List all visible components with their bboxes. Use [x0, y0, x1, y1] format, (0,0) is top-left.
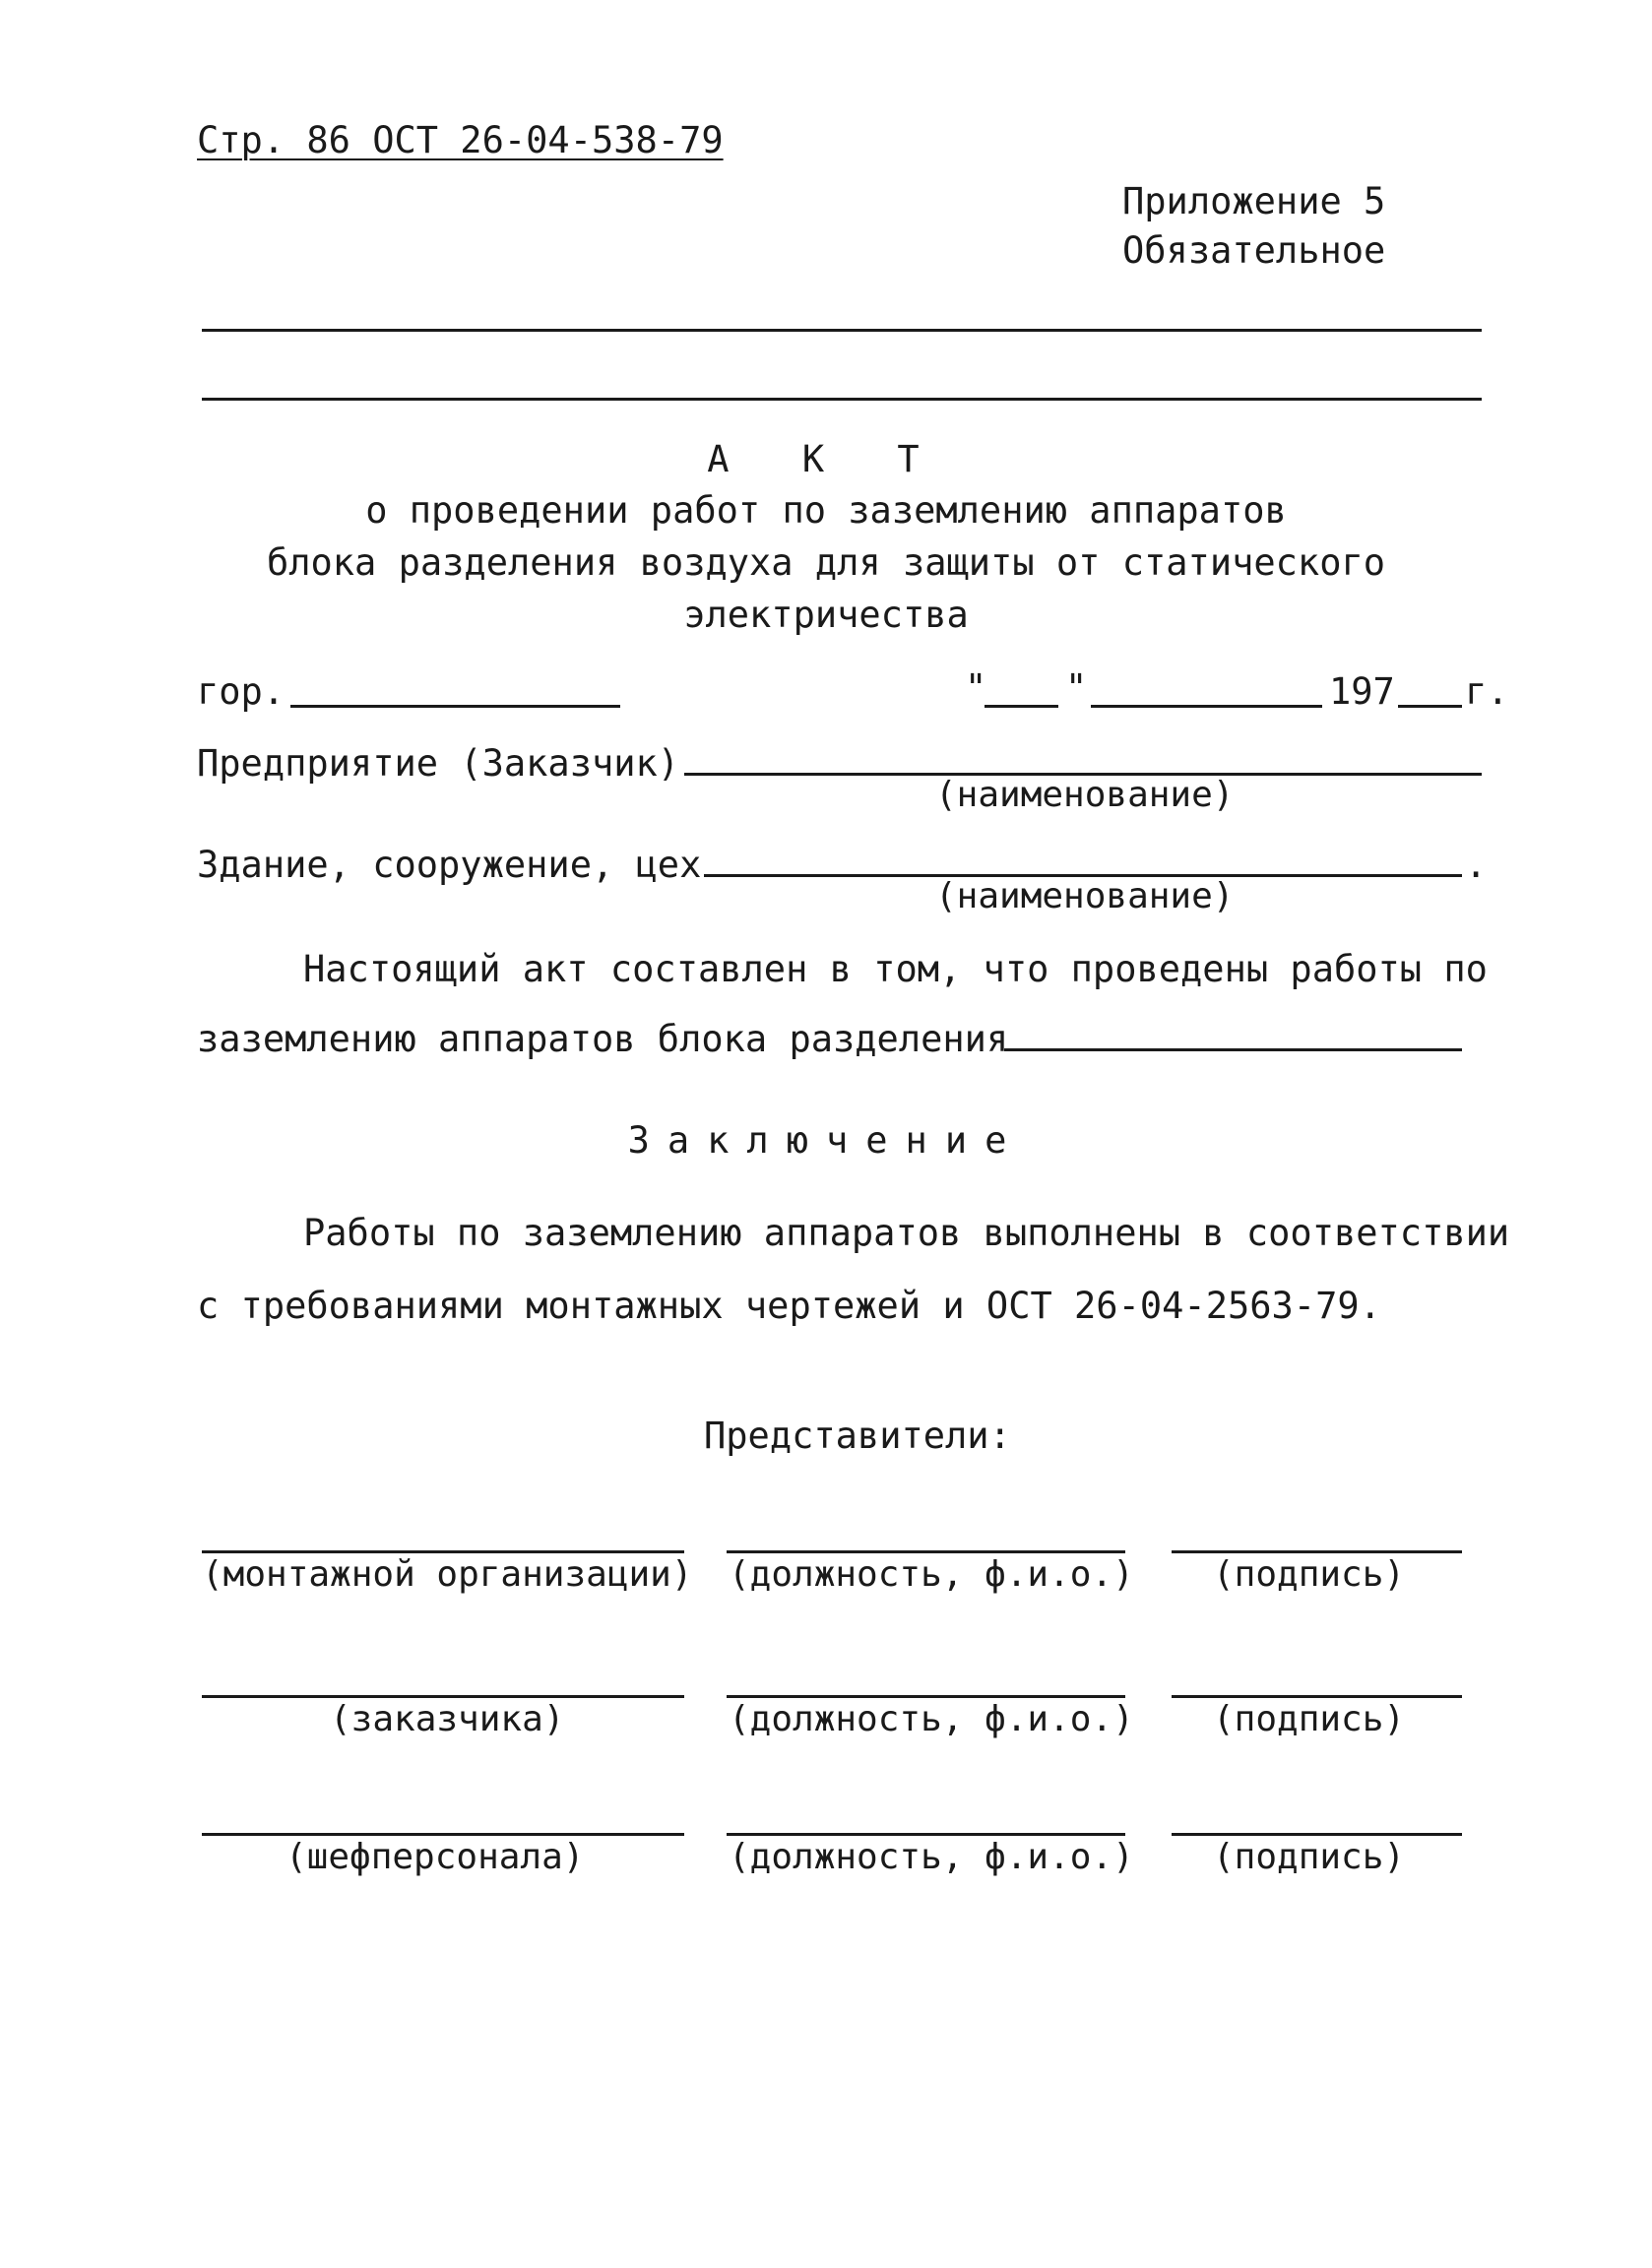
- apparatus-field[interactable]: [1004, 1048, 1462, 1051]
- rep-org-caption-1: (монтажной организации): [202, 1554, 693, 1595]
- rep-position-line-2[interactable]: [727, 1695, 1125, 1698]
- building-label: Здание, сооружение, цех: [197, 844, 702, 886]
- city-label: гор.: [197, 670, 286, 713]
- act-subtitle-line-1: о проведении работ по заземлению аппаратов: [365, 489, 1287, 532]
- day-field[interactable]: [985, 705, 1058, 708]
- building-end-dot: .: [1465, 844, 1488, 886]
- conclusion-line-2: с требованиями монтажных чертежей и ОСТ 26-04-2563-79.: [197, 1285, 1381, 1327]
- enterprise-caption: (наименование): [935, 775, 1235, 815]
- year-suffix: г.: [1465, 670, 1509, 713]
- rep-signature-line-2[interactable]: [1172, 1695, 1462, 1698]
- rep-position-caption-3: (должность, ф.и.о.): [729, 1837, 1134, 1877]
- city-field[interactable]: [290, 705, 620, 708]
- rep-position-line-1[interactable]: [727, 1550, 1125, 1553]
- rep-signature-line-1[interactable]: [1172, 1550, 1462, 1553]
- rep-org-caption-2: (заказчика): [330, 1699, 565, 1739]
- building-caption: (наименование): [935, 876, 1235, 916]
- rep-signature-caption-2: (подпись): [1213, 1699, 1406, 1739]
- page-reference: Стр. 86 ОСТ 26-04-538-79: [197, 119, 724, 161]
- act-title: А К Т: [707, 438, 945, 480]
- conclusion-heading: Заключение: [627, 1119, 1025, 1162]
- blank-line-top-1: [202, 329, 1482, 332]
- date-quote-open: ": [965, 666, 987, 709]
- rep-signature-caption-3: (подпись): [1213, 1837, 1406, 1877]
- enterprise-label: Предприятие (Заказчик): [197, 742, 680, 785]
- year-field[interactable]: [1398, 705, 1462, 708]
- rep-position-line-3[interactable]: [727, 1833, 1125, 1836]
- year-prefix: 197: [1329, 670, 1395, 713]
- appendix-status: Обязательное: [1122, 229, 1386, 272]
- month-field[interactable]: [1091, 705, 1322, 708]
- body-line-1: Настоящий акт составлен в том, что проведены работы по: [303, 948, 1488, 990]
- body-line-2: заземлению аппаратов блока разделения: [197, 1018, 1009, 1060]
- act-subtitle-line-2: блока разделения воздуха для защиты от статического: [266, 541, 1386, 584]
- rep-org-line-2[interactable]: [202, 1695, 684, 1698]
- appendix-number: Приложение 5: [1122, 180, 1386, 222]
- rep-signature-caption-1: (подпись): [1213, 1554, 1406, 1595]
- date-quote-close: ": [1065, 666, 1088, 709]
- rep-org-line-3[interactable]: [202, 1833, 684, 1836]
- rep-org-caption-3: (шефперсонала): [286, 1837, 585, 1877]
- conclusion-line-1: Работы по заземлению аппаратов выполнены в соответствии: [303, 1212, 1510, 1254]
- rep-position-caption-2: (должность, ф.и.о.): [729, 1699, 1134, 1739]
- rep-signature-line-3[interactable]: [1172, 1833, 1462, 1836]
- rep-position-caption-1: (должность, ф.и.о.): [729, 1554, 1134, 1595]
- blank-line-top-2: [202, 398, 1482, 401]
- act-subtitle-line-3: электричества: [683, 594, 969, 636]
- representatives-heading: Представители:: [704, 1415, 1011, 1457]
- rep-org-line-1[interactable]: [202, 1550, 684, 1553]
